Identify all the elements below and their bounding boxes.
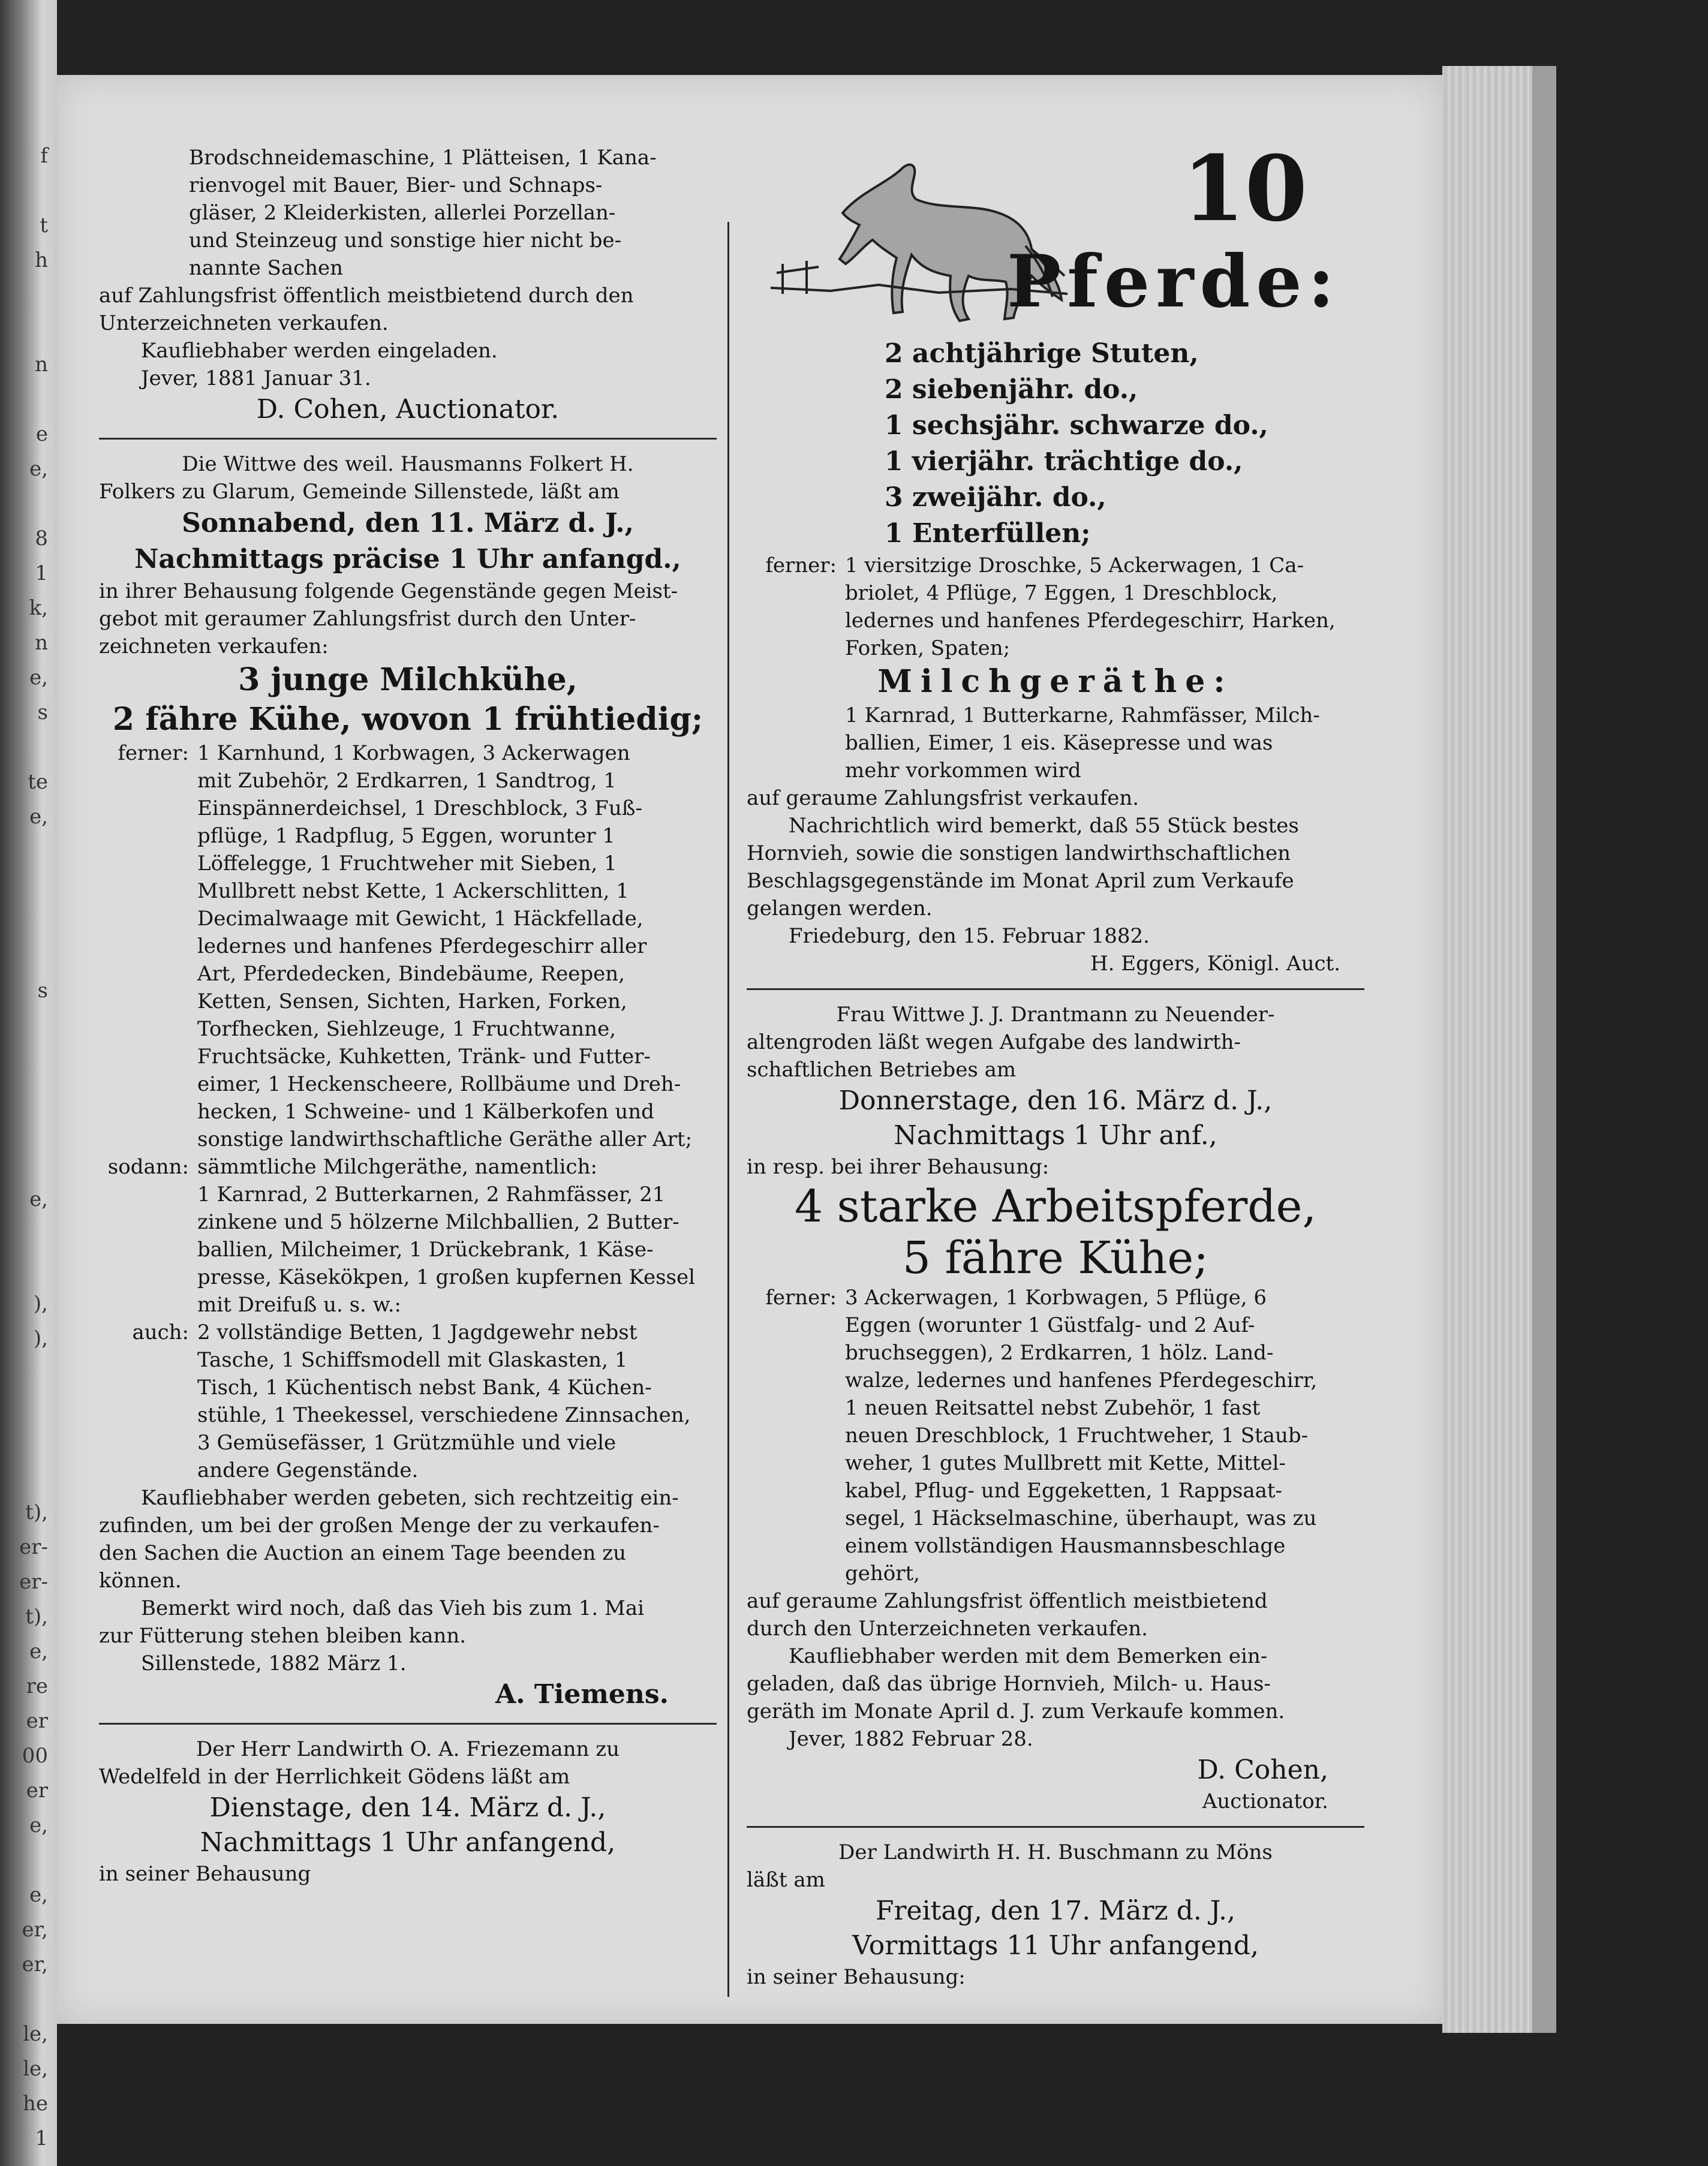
margin-fragment [6, 179, 48, 213]
ad1-items [99, 144, 717, 282]
ad5-terms-line: auf geraume Zahlungsfrist öffentlich meistbietend [747, 1589, 1268, 1613]
ad3-date-line: Dienstage, den 14. März d. J., [209, 1792, 606, 1823]
ad1-signature: D. Cohen, Auctionator. [256, 394, 560, 425]
ad5-invite-line: Kaufliebhaber werden mit dem Bemerken ein- [789, 1644, 1268, 1668]
ad1-invite: Kaufliebhaber werden eingeladen. [141, 339, 498, 363]
ad3-date-line: Nachmittags 1 Uhr anfangend, [200, 1827, 616, 1858]
margin-fragment [6, 1083, 48, 1118]
ferner-item-line: Decimalwaage mit Gewicht, 1 Häckfellade, [197, 907, 643, 931]
sodann-item-line: 1 Karnrad, 2 Butterkarnen, 2 Rahmfässer, 21 [197, 1183, 666, 1207]
auch-item-line: 3 Gemüsefässer, 1 Grützmühle und viele [197, 1431, 617, 1455]
ad2-body-line: in ihrer Behausung folgende Gegenstände gegen Meist- [99, 579, 678, 603]
margin-fragment: e, [29, 1883, 48, 1907]
margin-fragment: te [28, 770, 48, 794]
column-rule [727, 222, 729, 1997]
margin-fragment: e [35, 422, 48, 446]
ad1-item-line: und Steinzeug und sonstige hier nicht be- [189, 228, 622, 252]
margin-fragment: t), [25, 1500, 48, 1524]
ad2-auch-lines [197, 1319, 717, 1484]
margin-fragment: n [35, 353, 48, 377]
margin-fragment [6, 1013, 48, 1048]
ad2-place-date: Sillenstede, 1882 März 1. [141, 1651, 407, 1675]
horse-list-item: 3 zweijähr. do., [885, 482, 1106, 513]
margin-fragment: h [35, 248, 48, 272]
ad2-note-line: Bemerkt wird noch, daß das Vieh bis zum 1. Mai [141, 1596, 644, 1620]
ad5-date-line: Donnerstage, den 16. März d. J., [838, 1085, 1273, 1116]
ad4-note-line: gelangen werden. [747, 897, 933, 920]
margin-fragment [6, 1431, 48, 1466]
ad5-date-line: Nachmittags 1 Uhr anf., [894, 1120, 1217, 1151]
margin-fragment [6, 318, 48, 353]
margin-fragment: er, [22, 1918, 48, 1942]
ferner-item-line: Torfhecken, Siehlzeuge, 1 Fruchtwanne, [197, 1017, 617, 1041]
margin-fragment [6, 387, 48, 422]
ad2-date-line: Nachmittags präcise 1 Uhr anfangd., [134, 544, 681, 574]
margin-fragment [6, 1257, 48, 1292]
ad5-terms-line: durch den Unterzeichneten verkaufen. [747, 1617, 1148, 1641]
margin-fragment: re [26, 1674, 48, 1698]
sodann-item-line: zinkene und 5 hölzerne Milchballien, 2 Butter- [197, 1210, 679, 1234]
auch-item-line: stühle, 1 Theekessel, verschiedene Zinnsachen, [197, 1403, 691, 1427]
ad2-closing-line: den Sachen die Auction an einem Tage beenden zu [99, 1541, 627, 1565]
right-column [747, 136, 1364, 1991]
ferner-item-line: Ketten, Sensen, Sichten, Harken, Forken, [197, 989, 627, 1013]
margin-fragment: k, [29, 596, 48, 620]
ferner-item-line: mit Zubehör, 2 Erdkarren, 1 Sandtrog, 1 [197, 769, 617, 793]
ferner-item-line: gehört, [845, 1562, 920, 1586]
ad5-signature-role: Auctionator. [1202, 1789, 1328, 1813]
margin-fragment [6, 1361, 48, 1396]
ad2-headline: 2 fähre Kühe, wovon 1 frühtiedig; [112, 701, 703, 738]
ad5-ferner-block [747, 1284, 1364, 1587]
margin-fragment [6, 1153, 48, 1187]
horse-list-item: 1 sechsjähr. schwarze do., [885, 410, 1268, 441]
ferner-item-line: 1 Karnhund, 1 Korbwagen, 3 Ackerwagen [197, 741, 630, 765]
ad1-item-line: nannte Sachen [189, 256, 344, 280]
ferner-item-line: hecken, 1 Schweine- und 1 Kälberkofen und [197, 1100, 654, 1124]
milch-item-line: mehr vorkommen wird [845, 759, 1081, 783]
left-column [99, 144, 717, 1888]
ad6-date-line: Vormittags 11 Uhr anfangend, [852, 1930, 1259, 1961]
sodann-item-line: presse, Käsekökpen, 1 großen kupfernen Kessel [197, 1265, 695, 1289]
margin-fragment: s [37, 979, 48, 1003]
ferner-item-line: kabel, Pflug- und Eggeketten, 1 Rappsaat- [845, 1479, 1283, 1503]
margin-fragment: er [26, 1779, 48, 1803]
ad5-signature: D. Cohen, [1197, 1755, 1328, 1785]
newspaper-page [57, 75, 1442, 2024]
margin-fragment [6, 283, 48, 318]
margin-fragment [6, 1848, 48, 1883]
margin-fragment [6, 1396, 48, 1431]
ferner-item-line: briolet, 4 Pflüge, 7 Eggen, 1 Dreschblock, [845, 581, 1278, 605]
ferner-item-line: Art, Pferdedecken, Bindebäume, Reepen, [197, 962, 625, 986]
horses-heading: Pferde: [1007, 239, 1340, 324]
sodann-label: sodann: [107, 1155, 189, 1179]
ferner-item-line: Löffelegge, 1 Fruchtweher mit Sieben, 1 [197, 852, 617, 876]
ferner-item-line: segel, 1 Häckselmaschine, überhaupt, was zu [845, 1506, 1317, 1530]
ferner-item-line: bruchseggen), 2 Erdkarren, 1 hölz. Land- [845, 1341, 1274, 1365]
ad3-intro-line: Wedelfeld in der Herrlichkeit Gödens läßt am [99, 1765, 570, 1789]
margin-fragment: 1 [35, 2126, 48, 2150]
margin-fragment [6, 1048, 48, 1083]
auch-item-line: andere Gegenstände. [197, 1458, 419, 1482]
margin-fragment [6, 1466, 48, 1500]
horse-count: 10 [1182, 136, 1307, 242]
previous-page-fragments [6, 144, 48, 2150]
ferner-label: ferner: [765, 553, 837, 577]
ad4-terms: auf geraume Zahlungsfrist verkaufen. [747, 786, 1139, 810]
divider [99, 1723, 717, 1725]
margin-fragment [6, 874, 48, 909]
margin-fragment: ), [33, 1292, 48, 1316]
horse-list [747, 336, 1364, 552]
ferner-label: ferner: [118, 741, 189, 765]
ad5-intro-line: altengroden läßt wegen Aufgabe des landwirth- [747, 1030, 1241, 1054]
margin-fragment [6, 944, 48, 979]
milch-lines [747, 702, 1364, 784]
ad2-sodann-lines [197, 1153, 717, 1319]
ad1-terms-line: auf Zahlungsfrist öffentlich meistbietend durch den [99, 284, 634, 308]
margin-fragment [6, 1118, 48, 1153]
ad1-place-date: Jever, 1881 Januar 31. [141, 366, 371, 390]
ad4-signature: H. Eggers, Königl. Auct. [1090, 952, 1340, 976]
ferner-item-line: ledernes und hanfenes Pferdegeschirr aller [197, 934, 647, 958]
horse-list-item: 2 siebenjähr. do., [885, 374, 1138, 405]
margin-fragment: er- [19, 1535, 48, 1559]
ferner-item-line: Einspännerdeichsel, 1 Dreschblock, 3 Fuß- [197, 796, 642, 820]
horse-list-item: 1 vierjähr. trächtige do., [885, 446, 1243, 477]
auch-label: auch: [132, 1320, 189, 1344]
sodann-item-line: ballien, Milcheimer, 1 Drückebrank, 1 Käse- [197, 1238, 654, 1262]
ad1-item-line: rienvogel mit Bauer, Bier- und Schnaps- [189, 173, 603, 197]
ad1-item-line: Brodschneidemaschine, 1 Plätteisen, 1 Kana- [189, 146, 657, 170]
scan-edge-left [0, 0, 57, 2166]
ad4-ferner-lines [845, 552, 1364, 662]
margin-fragment [6, 1987, 48, 2022]
margin-fragment: le, [23, 2022, 48, 2046]
ad5-resp: in resp. bei ihrer Behausung: [747, 1155, 1050, 1179]
ad4-ferner-block [747, 552, 1364, 662]
margin-fragment: le, [23, 2057, 48, 2081]
margin-fragment [6, 1222, 48, 1257]
ad5-intro-line: schaftlichen Betriebes am [747, 1058, 1017, 1082]
ad5-invite-line: geladen, daß das übrige Hornvieh, Milch- u. Haus- [747, 1672, 1271, 1696]
margin-fragment: e, [29, 1813, 48, 1837]
ferner-item-line: sonstige landwirthschaftliche Geräthe aller Art; [197, 1127, 693, 1151]
margin-fragment: er- [19, 1570, 48, 1594]
ferner-item-line: einem vollständigen Hausmannsbeschlage [845, 1534, 1286, 1558]
ad5-headline: 4 starke Arbeitspferde, [795, 1181, 1316, 1232]
divider [747, 1826, 1364, 1828]
ad2-signature: A. Tiemens. [495, 1679, 669, 1710]
divider [99, 438, 717, 440]
ad2-sodann-block [99, 1153, 717, 1319]
ad4-note-line: Hornvieh, sowie die sonstigen landwirthschaftlichen [747, 841, 1291, 865]
horse-ad-header [747, 136, 1364, 336]
ad2-closing-line: Kaufliebhaber werden gebeten, sich rechtzeitig ein- [141, 1486, 679, 1510]
ad6-intro-line: läßt am [747, 1868, 825, 1892]
auch-item-line: Tisch, 1 Küchentisch nebst Bank, 4 Küchen- [197, 1376, 652, 1400]
ferner-label: ferner: [765, 1286, 837, 1310]
ferner-item-line: ledernes und hanfenes Pferdegeschirr, Harken, [845, 609, 1336, 633]
ad3-intro-line: Der Herr Landwirth O. A. Friezemann zu [196, 1737, 620, 1761]
ad2-headline: 3 junge Milchkühe, [238, 661, 578, 698]
ad2-body-line: zeichneten verkaufen: [99, 634, 329, 658]
ad4-place-date: Friedeburg, den 15. Februar 1882. [789, 924, 1150, 948]
ad1-terms-line: Unterzeichneten verkaufen. [99, 311, 389, 335]
ad6-tail: in seiner Behausung: [747, 1965, 966, 1989]
sodann-item-line: sämmtliche Milchgeräthe, namentlich: [197, 1155, 597, 1179]
margin-fragment: e, [29, 457, 48, 481]
milch-item-line: ballien, Eimer, 1 eis. Käsepresse und was [845, 731, 1273, 755]
margin-fragment: e, [29, 666, 48, 690]
sodann-item-line: mit Dreifuß u. s. w.: [197, 1293, 401, 1317]
ad2-note-line: zur Fütterung stehen bleiben kann. [99, 1624, 467, 1648]
ad1-item-line: gläser, 2 Kleiderkisten, allerlei Porzellan- [189, 201, 616, 225]
ad5-intro-line: Frau Wittwe J. J. Drantmann zu Neuender- [836, 1003, 1275, 1027]
ferner-item-line: Mullbrett nebst Kette, 1 Ackerschlitten, 1 [197, 879, 629, 903]
ferner-item-line: Forken, Spaten; [845, 636, 1011, 660]
ad6-date-line: Freitag, den 17. März d. J., [875, 1896, 1236, 1926]
ad4-note-line: Nachrichtlich wird bemerkt, daß 55 Stück bestes [789, 814, 1299, 838]
margin-fragment [6, 840, 48, 874]
horse-list-item: 2 achtjährige Stuten, [885, 338, 1199, 369]
milch-item-line: 1 Karnrad, 1 Butterkarne, Rahmfässer, Milch- [845, 703, 1320, 727]
margin-fragment: 8 [35, 527, 48, 550]
ferner-item-line: Fruchtsäcke, Kuhketten, Tränk- und Futter- [197, 1045, 651, 1069]
margin-fragment: ), [33, 1326, 48, 1350]
margin-fragment: t), [25, 1605, 48, 1629]
ferner-item-line: Eggen (worunter 1 Güstfalg- und 2 Auf- [845, 1313, 1255, 1337]
margin-fragment: e, [29, 805, 48, 829]
margin-fragment: t [40, 213, 48, 237]
ad2-intro-line: Die Wittwe des weil. Hausmanns Folkert H. [182, 452, 634, 476]
ferner-item-line: eimer, 1 Heckenscheere, Rollbäume und Dreh- [197, 1072, 681, 1096]
ad2-body-line: gebot mit geraumer Zahlungsfrist durch den Unter- [99, 607, 636, 631]
ad2-ferner-lines [197, 739, 717, 1153]
ferner-item-line: 1 viersitzige Droschke, 5 Ackerwagen, 1 Ca- [845, 553, 1304, 577]
ad5-place-date: Jever, 1882 Februar 28. [789, 1727, 1033, 1751]
ad2-auch-block [99, 1319, 717, 1484]
margin-fragment: f [40, 144, 48, 168]
auch-item-line: 2 vollständige Betten, 1 Jagdgewehr nebst [197, 1320, 638, 1344]
margin-fragment [6, 735, 48, 770]
ad5-headline: 5 fähre Kühe; [902, 1232, 1209, 1284]
ferner-item-line: weher, 1 gutes Mullbrett mit Kette, Mittel- [845, 1451, 1286, 1475]
ad6-intro-line: Der Landwirth H. H. Buschmann zu Möns [838, 1840, 1273, 1864]
margin-fragment [6, 909, 48, 944]
ad5-invite-line: geräth im Monate April d. J. zum Verkaufe kommen. [747, 1699, 1285, 1723]
ad4-note-line: Beschlagsgegenstände im Monat April zum Verkaufe [747, 869, 1294, 893]
ferner-item-line: neuen Dreschblock, 1 Fruchtweher, 1 Staub- [845, 1424, 1309, 1448]
ad2-ferner-block [99, 739, 717, 1153]
margin-fragment: 00 [22, 1744, 48, 1768]
margin-fragment: he [22, 2092, 48, 2116]
ferner-item-line: 3 Ackerwagen, 1 Korbwagen, 5 Pflüge, 6 [845, 1286, 1267, 1310]
page-stack-edge [1442, 66, 1556, 2033]
ferner-item-line: walze, ledernes und hanfenes Pferdegeschirr, [845, 1368, 1318, 1392]
margin-fragment: n [35, 631, 48, 655]
milchgeraethe-heading: Milchgeräthe: [877, 663, 1234, 700]
ad5-ferner-lines [845, 1284, 1364, 1587]
ad2-intro-line: Folkers zu Glarum, Gemeinde Sillenstede, läßt am [99, 480, 620, 504]
ad2-closing-line: können. [99, 1569, 182, 1593]
margin-fragment: er [26, 1709, 48, 1733]
margin-fragment: er, [22, 1953, 48, 1977]
ferner-item-line: 1 neuen Reitsattel nebst Zubehör, 1 fast [845, 1396, 1261, 1420]
margin-fragment [6, 492, 48, 527]
ad2-date-line: Sonnabend, den 11. März d. J., [182, 508, 634, 539]
margin-fragment: e, [29, 1187, 48, 1211]
margin-fragment: e, [29, 1639, 48, 1663]
margin-fragment: 1 [35, 561, 48, 585]
margin-fragment: s [37, 700, 48, 724]
divider [747, 988, 1364, 990]
ad2-closing-line: zufinden, um bei der großen Menge der zu verkaufen- [99, 1514, 660, 1538]
auch-item-line: Tasche, 1 Schiffsmodell mit Glaskasten, 1 [197, 1348, 628, 1372]
horse-list-item: 1 Enterfüllen; [885, 518, 1091, 549]
ferner-item-line: pflüge, 1 Radpflug, 5 Eggen, worunter 1 [197, 824, 615, 848]
ad3-tail: in seiner Behausung [99, 1862, 311, 1886]
